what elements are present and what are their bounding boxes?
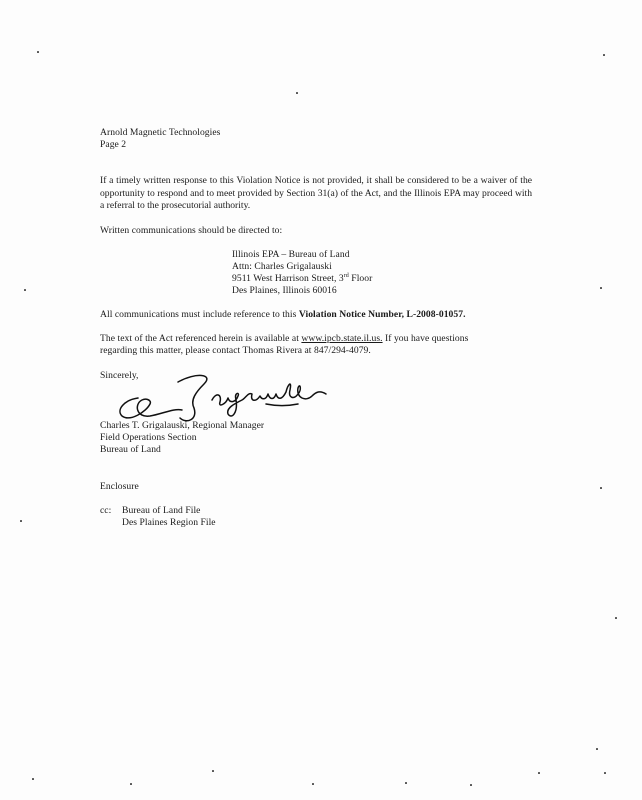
act-text: The text of the Act referenced herein is available at bbox=[100, 333, 302, 344]
scan-speck bbox=[538, 772, 540, 774]
scan-speck bbox=[130, 783, 132, 785]
signer-name-title: Charles T. Grigalauski, Regional Manager bbox=[100, 420, 265, 431]
floor-text: Floor bbox=[348, 273, 373, 284]
address-line-1: Illinois EPA – Bureau of Land bbox=[232, 249, 350, 260]
scan-speck bbox=[604, 772, 606, 774]
response-paragraph: If a timely written response to this Violation Notice is not provided, it shall be considered to be a waiver of the opportunity to respond and to meet provided by Section 31(a) of the Act, and the Illinois EPA may proceed with a referral to the prosecutorial authority. bbox=[100, 175, 532, 211]
reference-text: All communications must include reference to this bbox=[100, 309, 299, 320]
address-line-3 bbox=[232, 273, 372, 285]
scan-speck bbox=[600, 287, 602, 289]
scan-speck bbox=[405, 782, 407, 784]
act-line-1 bbox=[100, 333, 468, 345]
scan-speck bbox=[603, 54, 605, 56]
scan-speck bbox=[312, 783, 314, 785]
cc-item-1: Bureau of Land File bbox=[122, 505, 201, 516]
scan-speck bbox=[32, 778, 34, 780]
section-name: Field Operations Section bbox=[100, 432, 197, 443]
cc-item-2: Des Plaines Region File bbox=[122, 517, 216, 528]
scan-speck bbox=[37, 51, 39, 53]
salutation: Sincerely, bbox=[100, 370, 139, 381]
scan-speck bbox=[296, 92, 298, 94]
scan-speck bbox=[615, 617, 617, 619]
bureau-name: Bureau of Land bbox=[100, 444, 161, 455]
floor-ordinal: rd bbox=[343, 272, 349, 279]
scan-speck bbox=[24, 289, 26, 291]
page-number: Page 2 bbox=[100, 139, 127, 150]
scan-speck bbox=[212, 770, 214, 772]
violation-notice-number: Violation Notice Number, L-2008-01057. bbox=[298, 309, 466, 320]
directed-to-text: Written communications should be directed to: bbox=[100, 225, 283, 236]
scan-speck bbox=[596, 748, 598, 750]
company-name: Arnold Magnetic Technologies bbox=[100, 127, 221, 138]
scan-speck bbox=[20, 520, 22, 522]
act-line-2: regarding this matter, please contact Thomas Rivera at 847/294-4079. bbox=[100, 345, 371, 356]
cc-label: cc: bbox=[100, 505, 112, 516]
questions-text: If you have questions bbox=[382, 333, 469, 344]
signature-image bbox=[116, 370, 336, 426]
street-text: 9511 West Harrison Street, 3 bbox=[232, 273, 344, 284]
reference-line bbox=[100, 309, 466, 321]
address-line-4: Des Plaines, Illinois 60016 bbox=[232, 285, 337, 296]
enclosure-label: Enclosure bbox=[100, 481, 139, 492]
address-line-2: Attn: Charles Grigalauski bbox=[232, 261, 332, 272]
ipcb-link[interactable]: www.ipcb.state.il.us. bbox=[301, 333, 383, 344]
scan-speck bbox=[470, 784, 472, 786]
scan-speck bbox=[600, 487, 602, 489]
